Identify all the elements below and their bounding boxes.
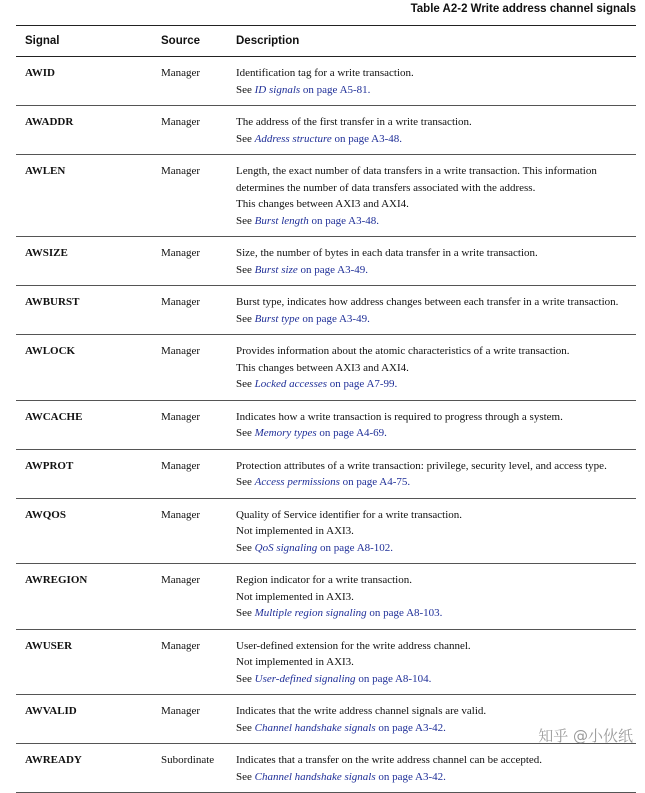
see-prefix: See — [236, 378, 255, 390]
table-row — [16, 57, 636, 106]
table-row — [16, 335, 636, 401]
signal-source: Manager — [161, 345, 201, 357]
see-reference-line — [236, 769, 632, 786]
signal-source: Subordinate — [161, 754, 215, 766]
table-caption: Table A2-2 Write address channel signals — [410, 3, 636, 15]
cross-reference-link[interactable]: Multiple region signaling — [254, 607, 367, 619]
description-line: Region indicator for a write transaction. — [236, 574, 412, 586]
signal-source: Manager — [161, 459, 201, 472]
page-reference[interactable]: on page A3-49. — [299, 312, 370, 325]
description-line: Quality of Service identifier for a write transaction. — [236, 508, 463, 521]
signal-description — [227, 629, 636, 695]
signal-description — [227, 335, 636, 401]
cross-reference-link[interactable]: QoS signaling — [254, 541, 318, 554]
signal-description — [227, 286, 636, 335]
page-reference[interactable]: on page A3-48. — [308, 214, 379, 227]
table-row — [16, 237, 636, 286]
column-header-signal: Signal — [25, 35, 60, 47]
table-row — [16, 498, 636, 564]
see-prefix: See — [236, 312, 255, 325]
signal-source: Manager — [161, 410, 201, 423]
signal-source: Manager — [161, 574, 201, 586]
signal-description — [227, 106, 636, 155]
see-reference-line — [236, 605, 632, 622]
see-prefix: See — [236, 214, 255, 227]
description-line: Indicates that the write address channel signals are valid. — [236, 705, 487, 717]
see-reference-line — [236, 376, 632, 393]
page-reference[interactable]: on page A5-81. — [300, 83, 371, 96]
signal-name: AWQOS — [25, 508, 66, 521]
signal-description — [227, 744, 636, 793]
signal-name: AWREADY — [25, 754, 82, 766]
table-row — [16, 286, 636, 335]
signal-description — [227, 155, 636, 237]
table-row — [16, 106, 636, 155]
see-prefix: See — [236, 672, 255, 685]
see-prefix: See — [236, 770, 255, 783]
cross-reference-link[interactable]: Locked accesses — [254, 378, 328, 390]
see-reference-line — [236, 262, 632, 279]
table-header-row — [16, 26, 636, 57]
signal-description — [227, 449, 636, 498]
description-line: Not implemented in AXI3. — [236, 525, 354, 537]
cross-reference-link[interactable]: Burst type — [254, 312, 300, 325]
signal-source: Manager — [161, 508, 201, 521]
see-prefix: See — [236, 263, 255, 276]
see-reference-line — [236, 425, 632, 442]
cross-reference-link[interactable]: Burst length — [254, 214, 309, 227]
description-line: Size, the number of bytes in each data transfer in a write transaction. — [236, 247, 538, 259]
description-line: Burst type, indicates how address changes between each transfer in a write transaction. — [236, 296, 619, 308]
table-row — [16, 629, 636, 695]
description-line: Not implemented in AXI3. — [236, 590, 354, 603]
see-prefix: See — [236, 83, 255, 96]
signal-name: AWUSER — [25, 639, 73, 652]
description-line: Protection attributes of a write transaction: privilege, security level, and access type. — [236, 459, 607, 472]
see-reference-line — [236, 213, 632, 230]
page-reference[interactable]: on page A3-42. — [375, 721, 446, 734]
cross-reference-link[interactable]: Address structure — [254, 132, 332, 145]
signal-source: Manager — [161, 165, 201, 177]
description-line: Provides information about the atomic characteristics of a write transaction. — [236, 345, 570, 357]
page-reference[interactable]: on page A8-102. — [317, 541, 394, 554]
cross-reference-link[interactable]: Channel handshake signals — [254, 721, 376, 734]
column-header-source: Source — [161, 35, 200, 47]
cross-reference-link[interactable]: Memory types — [254, 427, 317, 439]
table-row — [16, 449, 636, 498]
page-reference[interactable]: on page A8-103. — [366, 607, 443, 619]
watermark: 知乎 @小伙纸 — [538, 727, 633, 745]
description-line: Not implemented in AXI3. — [236, 656, 354, 668]
signal-source: Manager — [161, 116, 201, 128]
table-row — [16, 155, 636, 237]
signal-name: AWVALID — [25, 705, 77, 717]
cross-reference-link[interactable]: Access permissions — [254, 476, 340, 488]
see-reference-line — [236, 474, 632, 491]
signal-name: AWCACHE — [25, 410, 83, 423]
cross-reference-link[interactable]: Burst size — [254, 263, 298, 276]
see-reference-line — [236, 82, 632, 99]
cross-reference-link[interactable]: ID signals — [254, 83, 301, 96]
page-reference[interactable]: on page A4-69. — [316, 427, 387, 439]
signal-source: Manager — [161, 705, 201, 717]
table-row — [16, 400, 636, 449]
signal-name: AWLEN — [25, 165, 66, 177]
signals-table — [16, 25, 636, 793]
see-prefix: See — [236, 541, 255, 554]
see-prefix: See — [236, 427, 255, 439]
signal-name: AWLOCK — [25, 345, 76, 357]
description-line: This changes between AXI3 and AXI4. — [236, 361, 409, 374]
description-line: Indicates how a write transaction is required to progress through a system. — [236, 410, 563, 423]
signal-name: AWBURST — [25, 296, 80, 308]
signal-name: AWREGION — [25, 574, 88, 586]
signal-name: AWPROT — [25, 459, 74, 472]
signal-description — [227, 564, 636, 630]
see-reference-line — [236, 540, 632, 557]
signal-source: Manager — [161, 247, 201, 259]
see-prefix: See — [236, 721, 255, 734]
description-line: Length, the exact number of data transfers in a write transaction. This information determines the number of data transfers associated with the address. — [236, 165, 597, 194]
description-line: This changes between AXI3 and AXI4. — [236, 198, 409, 210]
table-body — [16, 57, 636, 793]
page-reference[interactable]: on page A3-48. — [331, 132, 403, 145]
signal-name: AWSIZE — [25, 247, 68, 259]
page-reference[interactable]: on page A7-99. — [327, 378, 398, 390]
signal-name: AWID — [25, 67, 55, 79]
signal-description — [227, 57, 636, 106]
signal-source: Manager — [161, 296, 201, 308]
see-prefix: See — [236, 607, 255, 619]
see-reference-line — [236, 671, 632, 688]
table-row — [16, 564, 636, 630]
page-reference[interactable]: on page A3-49. — [297, 263, 368, 276]
cross-reference-link[interactable]: Channel handshake signals — [254, 770, 376, 783]
page-reference[interactable]: on page A8-104. — [355, 672, 432, 685]
signal-description — [227, 498, 636, 564]
description-line: Indicates that a transfer on the write address channel can be accepted. — [236, 754, 543, 766]
signal-description — [227, 400, 636, 449]
description-line: User-defined extension for the write address channel. — [236, 639, 471, 652]
signal-description — [227, 237, 636, 286]
description-line: Identification tag for a write transaction. — [236, 67, 414, 79]
cross-reference-link[interactable]: User-defined signaling — [254, 672, 356, 685]
page-reference[interactable]: on page A4-75. — [339, 476, 411, 488]
see-prefix: See — [236, 132, 255, 145]
description-line: The address of the first transfer in a write transaction. — [236, 116, 472, 128]
see-prefix: See — [236, 476, 255, 488]
see-reference-line — [236, 311, 632, 328]
see-reference-line — [236, 131, 632, 148]
signal-source: Manager — [161, 639, 201, 652]
table-row — [16, 744, 636, 793]
signal-source: Manager — [161, 67, 201, 79]
page-reference[interactable]: on page A3-42. — [375, 770, 446, 783]
column-header-description: Description — [236, 35, 300, 47]
signal-name: AWADDR — [25, 116, 74, 128]
